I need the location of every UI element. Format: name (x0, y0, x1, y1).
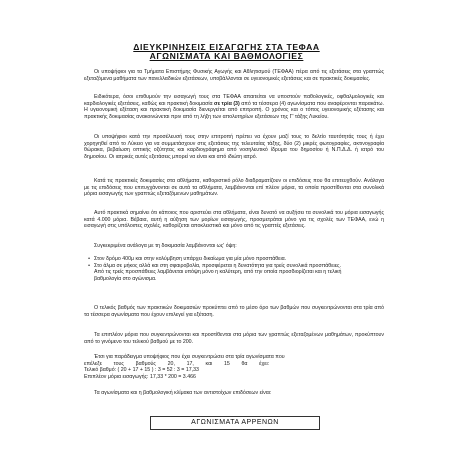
details-text-b: από τα τέσσερα (4) αγωνίσματα που αναφέρονται παρακάτω. Η υγειονομική εξέταση και πρακτική δοκιμασία διενεργείται από επιτροπή. Ο χρόνος και ο τόπος υγειονομικής εξέτασης και πρακτικής δοκιμασίας ανακοινώνεται πριν από τη λήξη των απολυτηρίων εξετάσεων της Γ' τάξης Λυκείου. (84, 100, 384, 120)
intro-text: Οι υποψήφιοι για τα Τμήματα Επιστήμης Φυσικής Αγωγής και Αθλητισμού (ΤΕΦΑΑ) πέρα από τις εξετάσεις στα γραπτώς εξεταζόμενα μαθήματα των πανελλαδικών εξετάσεων, υποβάλλονται σε υγειονομικές εξετάσεις και σε πρακτικές δοκιμασίες. (84, 69, 384, 82)
attempts-list (84, 256, 384, 282)
example-line-1: Έτσι για παράδειγμα υποψήφιος που έχει συγκεντρώσει στα τρία αγωνίσματα που (94, 354, 285, 360)
final-grade-text: Ο τελικός βαθμός των πρακτικών δοκιμασιών προκύπτει από το μέσο όρο των βαθμών που συγκεντρώνονται στα τρία από τα τέσσερα αγωνίσματα που έχουν επιλεγεί για εξέταση. (84, 305, 384, 318)
example-calculation (84, 354, 384, 380)
specifically-text: Συγκεκριμένα ανάλογα με τη δοκιμασία λαμβάνονται ως' όψη: (94, 243, 237, 249)
specifically-paragraph (84, 243, 384, 250)
requirements-paragraph (84, 134, 384, 160)
details-text-a: Ειδικότερα, όσοι επιθυμούν την εισαγωγή τους στα ΤΕΦΑΑ απαιτείται να υποστούν παθολογικές, οφθαλμολογικές και καρδιολογικές εξετάσεις, καθώς και πρακτική δοκιμασία (84, 94, 384, 107)
example-line-2: επέλεξε τους βαθμούς 20, 17, και 15 θα έχει: (84, 360, 270, 367)
extra-points-paragraph (84, 332, 384, 345)
extra-points-text: Τα επιπλέον μόρια που συγκεντρώνονται και προστίθενται στα μόρια των γραπτώς εξεταζομένων μαθημάτων, προκύπτουν από το γινόμενο του τελικού βαθμού με το 200. (84, 332, 384, 345)
bonus-points-text: Αυτό πρακτικά σημαίνει ότι κάποιος που αριστεύει στα αθλήματα, είναι δυνατό να αυξήσει τα συνολικά του μόρια εισαγωγής κατά 4.000 μόρια. Βέβαια, αυτή η αύξηση των μορίων εισαγωγής, προσμετράται μόνο για τις σχολές των ΤΕΦΑΑ, ενώ η εισαγωγή στις υπόλοιπες σχολές, καθορίζεται αποκλειστικά και μόνο από τις γραπτές εξετάσεις. (84, 210, 384, 229)
events-intro-paragraph (84, 390, 384, 397)
final-grade-paragraph (84, 305, 384, 318)
requirements-text: Οι υποψήφιοι κατά την προσέλευσή τους στην επιτροπή πρέπει να έχουν μαζί τους το δελτίο ταυτότητάς τους ή έχει χορηγηθεί από το Λύκειο για να συμμετάσχουν στις εξετάσεις της τελευταίας τάξης, δύο (2) μικρές φωτογραφίες, ακτινογραφία θώρακα, βεβαίωση οπτικής οξύτητας και καρδιογράφημα από νοσηλευτικό ίδρυμα του δημοσίου ή Ν.Π.Δ.Δ. ή ιατρό του δημοσίου. Οι ιατρικές αυτές εξετάσεις μπορεί να είναι και από ιδιώτη ιατρό. (84, 134, 384, 160)
intro-paragraph (84, 69, 384, 82)
list-item-text: Στον δρόμο 400μ και στην κολύμβηση υπάρχει δικαίωμα για μία μόνο προσπάθεια. (94, 256, 287, 262)
male-events-heading-box: ΑΓΩΝΙΣΜΑΤΑ ΑΡΡΕΝΩΝ (150, 416, 320, 430)
bullet-icon: • (88, 262, 90, 269)
practical-tests-paragraph (84, 178, 384, 198)
events-intro-text: Τα αγωνίσματα και η βαθμολογική κλίμακα των αντιστοίχων επιδόσεων είναι: (94, 390, 272, 396)
practical-tests-text: Κατά τις πρακτικές δοκιμασίες στα αθλήματα, καθοριστικό ρόλο διαδραματίζουν οι επιδόσεις που θα επιτευχθούν. Ανάλογα με τις επιδόσεις που επιτυγχάνονται σε αυτά τα αθλήματα, λαμβάνονται επί πλέον μόρια, τα οποία προστίθενται στα συνολικά μόρια εισαγωγής των γραπτώς εξεταζόμενων μαθημάτων. (84, 178, 384, 197)
document-title-line1: ΔΙΕΥΚΡΙΝΗΣΕΙΣ ΕΙΣΑΓΩΓΗΣ ΣΤΑ ΤΕΦΑΑ (133, 42, 320, 52)
details-text-bold: σε τρία (3) (214, 100, 240, 107)
bonus-points-paragraph (84, 210, 384, 230)
details-paragraph (84, 94, 384, 120)
document-title-line2: ΑΓΩΝΙΣΜΑΤΑ ΚΑΙ ΒΑΘΜΟΛΟΓΙΕΣ (149, 51, 304, 61)
details-text (84, 94, 384, 120)
list-item-text: Στο άλμα σε μήκος αλλά και στη σφαιροβολία, προσφέρεται η δυνατότητα για τρείς συνολικά προσπάθειες. Από τις τρείς προσπάθειες λαμβάνεται υπόψη μόνο η καλύτερη, από την οποία προσδιορίζεται και η τελική βαθμολογία στο αγώνισμα. (94, 262, 342, 282)
bullet-icon: • (88, 256, 90, 262)
example-line-4: Επιπλέον μόρια εισαγωγής: 17,33 * 200 = 3.466 (84, 373, 196, 380)
list-item (84, 263, 384, 283)
example-line-3: Τελικό βαθμό: ( 20 + 17 + 15 ) : 3 = 52 : 3 = 17,33 (84, 367, 199, 373)
